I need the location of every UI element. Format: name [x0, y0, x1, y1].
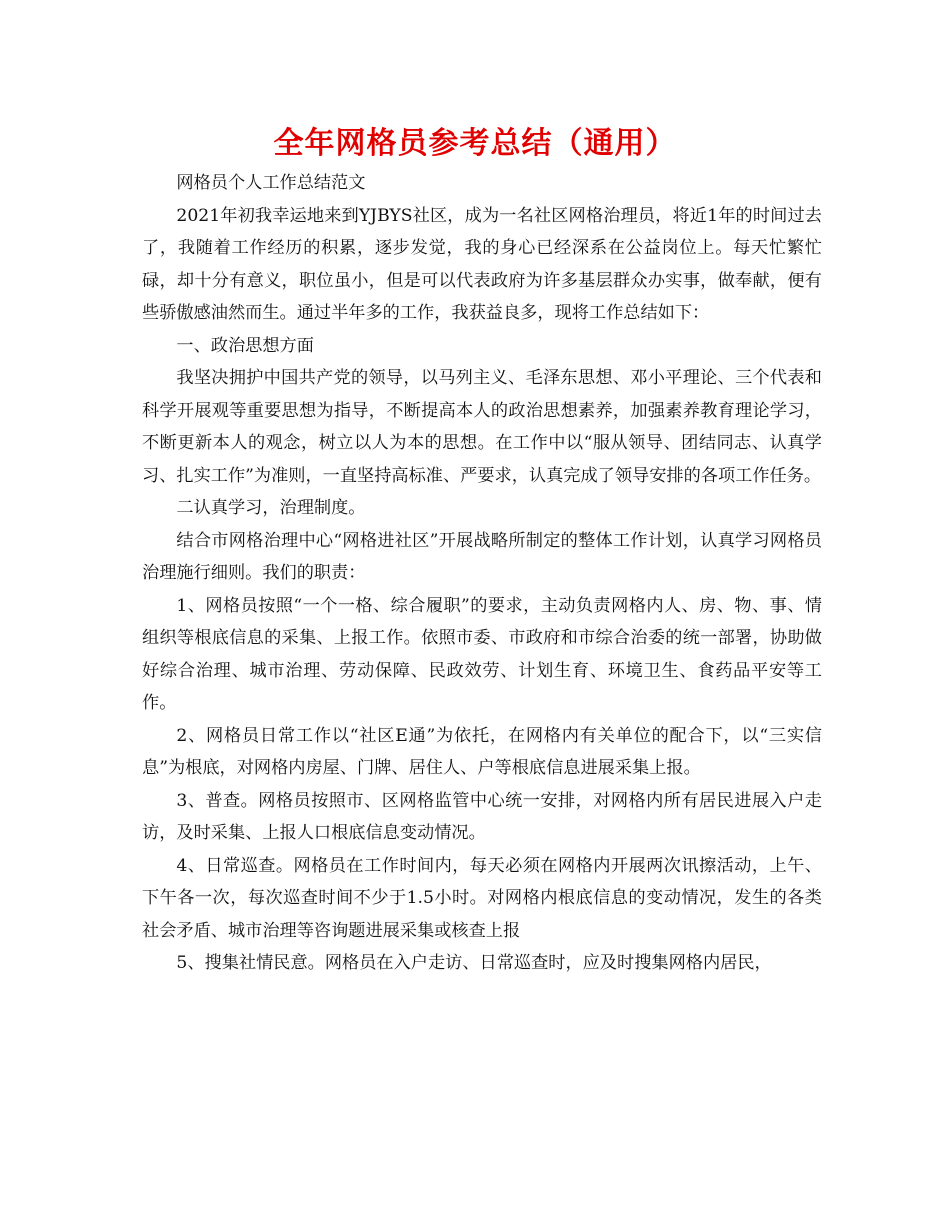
paragraph: 网格员个人工作总结范文: [176, 173, 366, 193]
paragraph: 结合市网格治理中心“网格进社区”开展战略所制定的整体工作计划，认真学习网格员治理施行细则。我们的职责：: [142, 530, 822, 583]
list-item: 4、日常巡查。网格员在工作时间内，每天必须在网格内开展两次讯擦活动，上午、下午各一次，每次巡查时间不少于1.5小时。对网格内根底信息的变动情况，发生的各类社会矛盾、城市治理等咨询题进展采集或核查上报: [142, 855, 822, 941]
list-item: 3、普查。网格员按照市、区网格监管中心统一安排，对网格内所有居民进展入户走访，及时采集、上报人口根底信息变动情况。: [142, 790, 822, 843]
section-heading: 二认真学习，治理制度。: [176, 498, 366, 518]
document-body: [142, 167, 822, 980]
list-item: 5、搜集社情民意。网格员在入户走访、日常巡查时，应及时搜集网格内居民，: [176, 953, 772, 973]
section-heading: 一、政治思想方面: [176, 335, 314, 356]
list-item: 1、网格员按照“一个一格、综合履职”的要求，主动负责网格内人、房、物、事、情组织等根底信息的采集、上报工作。依照市委、市政府和市综合治委的统一部署，协助做好综合治理、城市治理、劳动保障、民政效劳、计划生育、环境卫生、食药品平安等工作。: [142, 595, 822, 713]
list-item: 2、网格员日常工作以“社区E通”为依托，在网格内有关单位的配合下，以“三实信息”为根底，对网格内房屋、门牌、居住人、户等根底信息进展采集上报。: [142, 725, 822, 778]
paragraph: 2021年初我幸运地来到YJBYS社区，成为一名社区网格治理员，将近1年的时间过去了，我随着工作经历的积累，逐步发觉，我的身心已经深系在公益岗位上。每天忙繁忙碌，却十分有意义，职位虽小，但是可以代表政府为许多基层群众办实事，做奉献，便有些骄傲感油然而生。通过半年多的工作，我获益良多，现将工作总结如下：: [142, 205, 822, 323]
paragraph: 我坚决拥护中国共产党的领导，以马列主义、毛泽东思想、邓小平理论、三个代表和科学开展观等重要思想为指导，不断提高本人的政治思想素养，加强素养教育理论学习，不断更新本人的观念，树立以人为本的思想。在工作中以“服从领导、团结同志、认真学习、扎实工作”为准则，一直坚持高标准、严要求，认真完成了领导安排的各项工作任务。: [142, 368, 822, 486]
document-title: 全年网格员参考总结（通用）: [273, 126, 677, 161]
